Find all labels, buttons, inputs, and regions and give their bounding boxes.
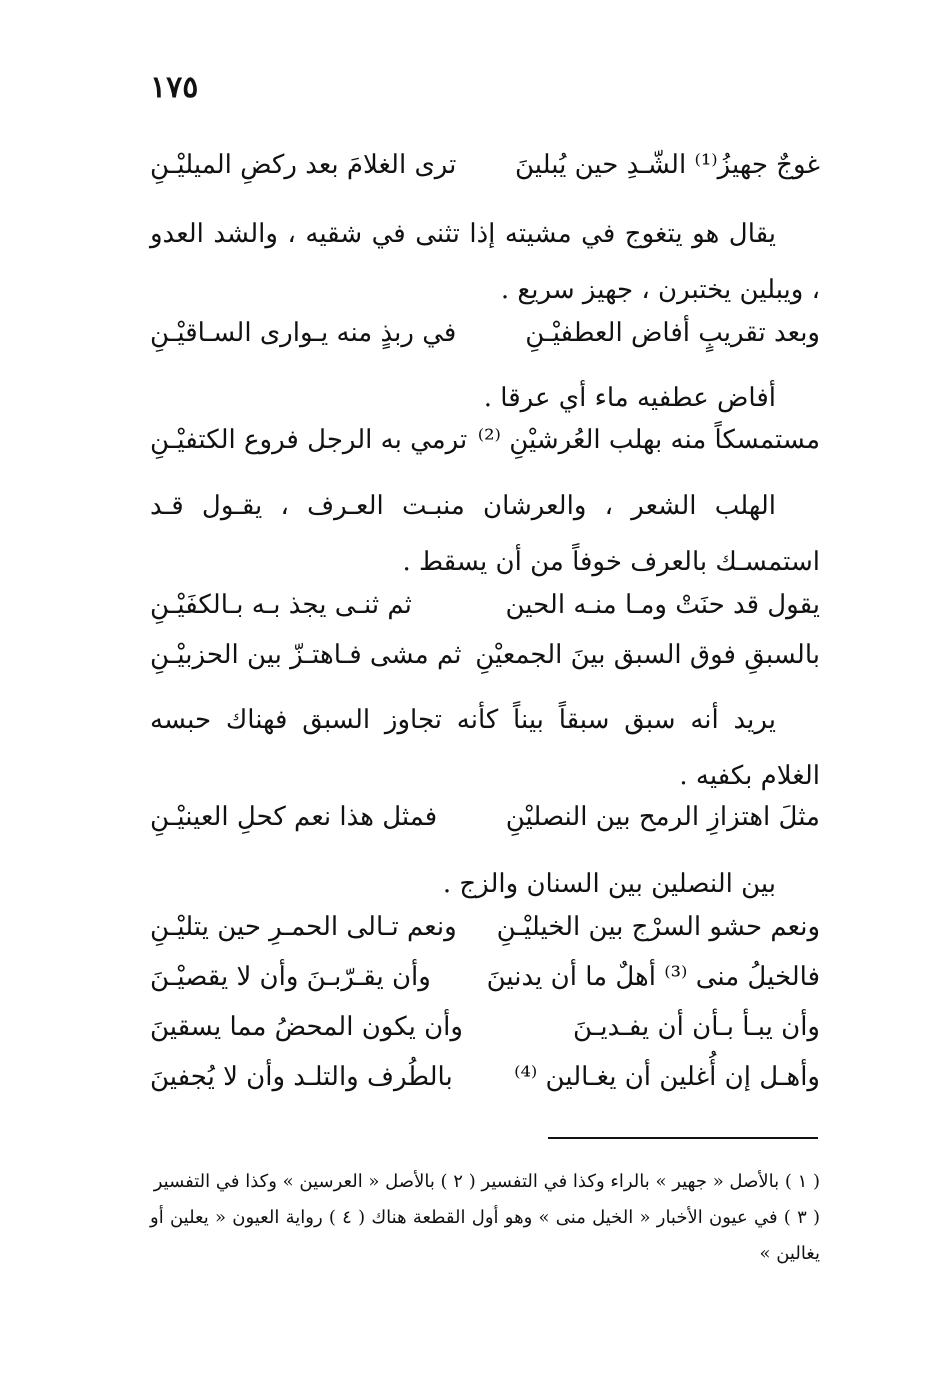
commentary-paragraph: الهلب الشعر ، والعرشان منبـت العـرف ، يقـول قـد استمسـك بالعرف خوفاً من أن يسقط . <box>150 491 820 577</box>
verse-hemistich-second: فمثل هذا نعم كحلِ العينيْـنِ <box>150 802 438 832</box>
verse-line <box>150 150 820 194</box>
verse-hemistich-first: بالسبقِ فوق السبق بينَ الجمعيْنِ <box>475 640 820 670</box>
verse-hemistich-first: مثلَ اهتزازِ الرمح بين النصليْنِ <box>505 802 820 832</box>
verse-hemistich-first: وبعد تقريبٍ أفاض العطفيْـنِ <box>525 318 820 348</box>
verse-hemistich-first: مستمسكاً منه بهلب العُرشيْنِ ⁽²⁾ <box>477 425 820 455</box>
verse-line <box>150 1012 820 1056</box>
commentary-paragraph: أفاض عطفيه ماء أي عرقا . <box>483 383 776 413</box>
verse-line <box>150 590 820 634</box>
verse-hemistich-first: غوجٌ جهيزُ⁽¹⁾ الشّـدِ حين يُبلينَ <box>515 150 820 180</box>
verse-hemistich-second: وأن يقـرّبـنَ وأن لا يقصيْـنَ <box>150 962 431 992</box>
verse-hemistich-first: وأهـل إن أُغلين أن يغـالين ⁽⁴⁾ <box>514 1062 820 1092</box>
verse-line <box>150 425 820 469</box>
verse-hemistich-second: بالطُرف والتلـد وأن لا يُجفينَ <box>150 1062 453 1092</box>
verse-hemistich-second: ترمي به الرجل فروع الكتفيْـنِ <box>150 425 468 455</box>
verse-line <box>150 912 820 956</box>
verse-hemistich-first: يقول قد حنَتْ ومـا منـه الحين <box>505 590 820 620</box>
verse-line <box>150 640 820 684</box>
verse-hemistich-second: ثم مشى فـاهتـزّ بين الحزبيْـنِ <box>150 640 462 670</box>
verse-hemistich-second: في ربذٍ منه يـوارى السـاقيْـنِ <box>150 318 457 348</box>
verse-hemistich-first: فالخيلُ منى ⁽³⁾ أهلٌ ما أن يدنينَ <box>486 962 820 992</box>
verse-hemistich-first: وأن يبـأ بـأن أن يفـديـنَ <box>572 1012 820 1042</box>
footnote: ( ١ ) بالأصل « جهير » بالراء وكذا في التفسير ( ٢ ) بالأصل « العرسين » وكذا في التفسير <box>153 1171 820 1192</box>
commentary-paragraph: بين النصلين بين السنان والزج . <box>442 869 776 899</box>
footnote: ( ٣ ) في عيون الأخبار « الخيل منى » وهو أول القطعة هناك ( ٤ ) رواية العيون « يعلين أو يغالين » <box>150 1207 821 1264</box>
commentary-paragraph: يقال هو يتغوج في مشيته إذا تثنى في شقيه ، والشد العدو ، ويبلين يختبرن ، جهيز سريع . <box>150 219 820 305</box>
verse-line <box>150 1062 820 1106</box>
verse-line <box>150 962 820 1006</box>
verse-hemistich-second: ترى الغلامَ بعد ركضِ الميليْـنِ <box>150 150 457 180</box>
commentary-paragraph: يريد أنه سبق سبقاً بيناً كأنه تجاوز السبق فهناك حبسه الغلام بكفيه . <box>150 705 820 791</box>
verse-hemistich-second: ونعم تـالى الحمـرِ حين يتليْـنِ <box>150 912 457 942</box>
verse-hemistich-first: ونعم حشو السرْج بين الخيليْـنِ <box>496 912 820 942</box>
page-number: ١٧٥ <box>150 70 199 105</box>
verse-hemistich-second: وأن يكون المحضُ مما يسقينَ <box>150 1012 463 1042</box>
verse-line <box>150 318 820 362</box>
footnote-separator <box>548 1137 818 1139</box>
verse-hemistich-second: ثم ثنـى يجذ بـه بـالكفَيْـنِ <box>150 590 412 620</box>
verse-line <box>150 802 820 846</box>
